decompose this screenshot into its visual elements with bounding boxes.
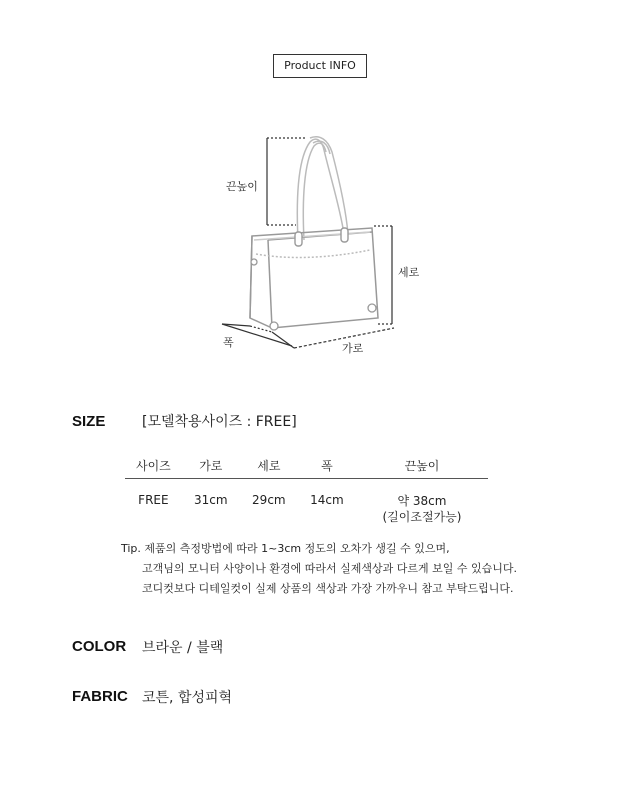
- col-header-size: 사이즈: [125, 452, 182, 479]
- table-row: [125, 479, 488, 527]
- col-header-vertical: 세로: [240, 452, 298, 479]
- col-header-width: 폭: [298, 452, 356, 479]
- model-size-note: [모델착용사이즈 : FREE]: [142, 414, 297, 430]
- color-label: COLOR: [72, 638, 127, 655]
- col-header-horizontal: 가로: [182, 452, 240, 479]
- cell-strap-height: [356, 479, 488, 527]
- bag-illustration: [210, 128, 440, 358]
- cell-horizontal: 31cm: [194, 493, 228, 507]
- color-value: 브라운 / 블랙: [142, 640, 224, 656]
- tip-line: Tip. 제품의 측정방법에 따라 1~3cm 정도의 오차가 생길 수 있으며,: [121, 542, 450, 555]
- product-info-button: Product INFO: [273, 54, 367, 78]
- bag-handles: [297, 137, 348, 240]
- measurement-tips: [121, 540, 517, 600]
- bag-measurement-diagram: [210, 128, 440, 358]
- width-label: 폭: [223, 336, 234, 349]
- col-header-strap-height: 끈높이: [356, 452, 488, 479]
- horizontal-measure: [272, 328, 394, 348]
- cell-size: FREE: [138, 493, 169, 507]
- size-table: [125, 452, 488, 526]
- bag-body: [250, 228, 378, 328]
- tip-line: 코디컷보다 디테일컷이 실제 상품의 색상과 가장 가까우니 참고 부탁드립니다.: [142, 582, 514, 595]
- strap-height-label: 끈높이: [226, 180, 258, 193]
- strap-height-value: 약 38cm: [397, 494, 447, 508]
- vertical-label: 세로: [398, 266, 420, 279]
- fabric-value: 코튼, 합성피혁: [142, 690, 233, 706]
- size-table-header: [125, 452, 488, 479]
- cell-width: 14cm: [310, 493, 344, 507]
- horizontal-label: 가로: [342, 342, 364, 355]
- fabric-label: FABRIC: [72, 688, 128, 705]
- strap-height-measure: [267, 138, 306, 225]
- cell-vertical: 29cm: [252, 493, 286, 507]
- tip-line: 고객님의 모니터 사양이나 환경에 따라서 실제색상과 다르게 보일 수 있습니다.: [142, 562, 517, 575]
- strap-height-note: (길이조절가능): [382, 510, 462, 524]
- size-label: SIZE: [72, 413, 106, 430]
